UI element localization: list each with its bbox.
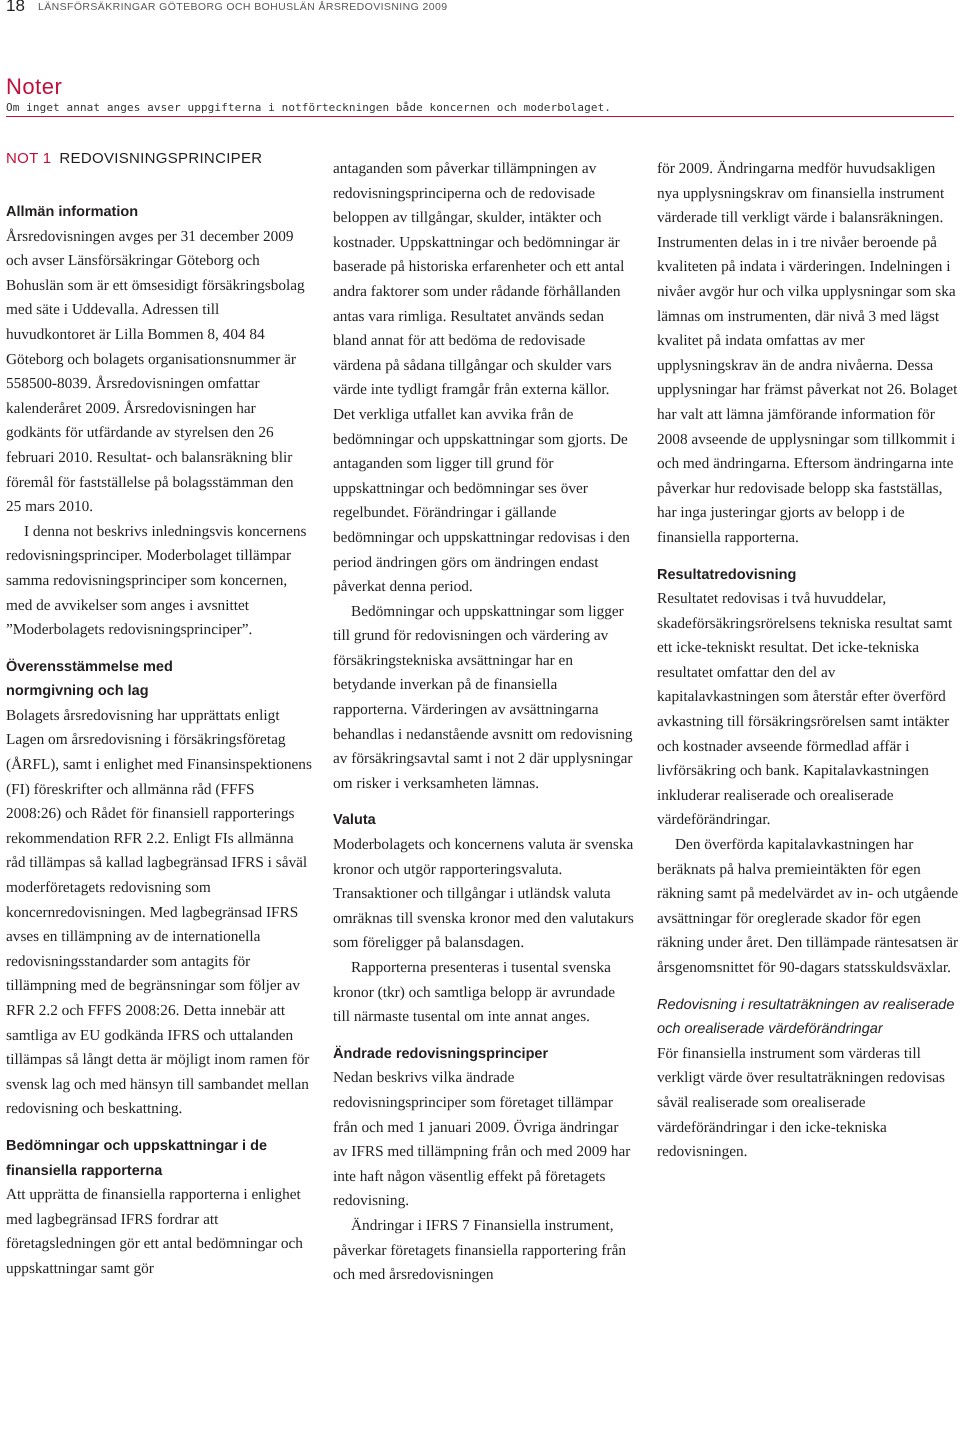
- notes-title: Noter: [6, 74, 63, 99]
- paragraph: Att upprätta de finansiella rapporterna i enlighet med lagbegränsad IFRS fordrar att företagsledningen gör ett antal bedömningar och uppskattningar samt gör: [6, 1186, 303, 1277]
- paragraph: Bolagets årsredovisning har upprättats enligt Lagen om årsredovisning i försäkringsföretag (ÅRFL), samt i enlighet med Finansinspektionens (FI) föreskrifter och allmänna råd (FFFS 2008:26) och Rådet för finansiell rapporterings rekommendation RFR 2.2. Enligt FIs allmänna råd tillämpas så kallad lagbegränsad IFRS i såväl moderföretagets redovisning som koncernredovisningen. Med lagbegränsad IFRS avses en tillämpning av de internationella redovisningsstandarder som antagits för tillämpning med de begränsningar som följer av RFR 2.2 och FFFS 2008:26. Detta innebär att samtliga av EU godkända IFRS och uttalanden tillämpas så långt detta är möjligt inom ramen för svensk lag och med hänsyn till sambandet mellan redovisning och beskattning.: [6, 706, 312, 1118]
- column-1: [6, 200, 312, 1282]
- paragraph: antaganden som påverkar tillämpningen av redovisningsprinciperna och de redovisade beloppen av tillgångar, skulder, intäkter och kostnader. Uppskattningar och bedömningar är baserade på historiska erfarenheter och ett antal andra faktorer som under rådande förhållanden antas vara rimliga. Resultatet används sedan bland annat för att bedöma de redovisade värdena på sådana tillgångar och skulder vars värde inte tydligt framgår från externa källor. Det verkliga utfallet kan avvika från de bedömningar och uppskattningar som gjorts. De antaganden som ligger till grund för uppskattningar och bedömningar ses över regelbundet. Förändringar i gällande bedömningar och uppskattningar redovisas i den period ändringen görs om ändringen endast påverkat denna period.: [333, 160, 630, 596]
- section-divider: [6, 116, 954, 117]
- paragraph: För finansiella instrument som värderas till verkligt värde över resultaträkningen redovisas såväl realiserade som orealiserade värdeförändringar i den icke-tekniska redovisningen.: [657, 1044, 945, 1161]
- note-number: NOT 1: [6, 150, 52, 167]
- heading-overensstammelse: Överensstämmelse med normgivning och lag: [6, 658, 173, 700]
- note-title: REDOVISNINGSPRINCIPER: [59, 150, 263, 167]
- paragraph: Resultatet redovisas i två huvuddelar, skadeförsäkringsrörelsens tekniska resultat samt ett icke-tekniskt resultat. Det icke-tekniska resultatet omfattar den del av kapitalavkastningen som återstår efter överförd avkastning till försäkringsrörelsen samt intäkter och kostnader avseende förmedlad affär i livförsäkring och bank. Kapitalavkastningen inkluderar realiserade och orealiserade värdeförändringar.: [657, 590, 953, 829]
- heading-redovisning-resultatrakningen: Redovisning i resultaträkningen av realiserade och orealiserade värdeförändringar: [657, 996, 955, 1038]
- notes-subtitle: Om inget annat anges avser uppgifterna i notförteckningen både koncernen och moderbolaget.: [6, 101, 612, 114]
- heading-andrade-principer: Ändrade redovisningsprinciper: [333, 1045, 549, 1062]
- note-heading: [6, 150, 262, 167]
- paragraph: Bedömningar och uppskattningar som ligger till grund för redovisningen och värdering av försäkringstekniska avsättningar har en betydande inverkan på de finansiella rapporterna. Värderingen av avsättningarna behandlas i nedanstående avsnitt om redovisning av försäkringsavtal samt i not 2 där upplysningar om risker i verksamheten lämnas.: [333, 602, 633, 792]
- paragraph: Nedan beskrivs vilka ändrade redovisningsprinciper som företaget tillämpar från och med 1 januari 2009. Övriga ändringar av IFRS med tillämpning från och med 2009 har inte haft någon väsentlig effekt på företagets redovisning.: [333, 1069, 631, 1210]
- heading-allman-information: Allmän information: [6, 204, 139, 220]
- heading-resultatredovisning: Resultatredovisning: [657, 566, 797, 583]
- column-3: [657, 157, 960, 1165]
- running-title: LÄNSFÖRSÄKRINGAR GÖTEBORG OCH BOHUSLÄN ÅRSREDOVISNING 2009: [38, 1, 448, 13]
- paragraph: Ändringar i IFRS 7 Finansiella instrument, påverkar företagets finansiella rapportering från och med årsredovisningen: [333, 1216, 627, 1284]
- column-2: [333, 157, 635, 1288]
- page-header: [0, 0, 960, 22]
- page-number: 18: [6, 0, 25, 15]
- paragraph: Moderbolagets och koncernens valuta är svenska kronor och utgör rapporteringsvaluta. Transaktioner och tillgångar i utländsk valuta omräknas till svenska kronor med den valutakurs som föreligger på balansdagen.: [333, 836, 634, 952]
- heading-valuta: Valuta: [333, 812, 376, 829]
- paragraph: Årsredovisningen avges per 31 december 2009 och avser Länsförsäkringar Göteborg och Bohuslän som är ett ömsesidigt försäkringsbolag med säte i Uddevalla. Adressen till huvudkontoret är Lilla Bommen 8, 404 84 Göteborg och bolagets organisationsnummer är 558500-8039. Årsredovisningen omfattar kalenderåret 2009. Årsredovisningen har godkänts för utfärdande av styrelsen den 26 februari 2010. Resultat- och balansräkning blir föremål för fastställelse på bolagsstämman den 25 mars 2010.: [6, 227, 305, 516]
- paragraph: Den överförda kapitalavkastningen har beräknats på halva premieintäkten för egen räkning samt på medelvärdet av in- och utgående avsättningar för oreglerade skador för egen räkning under året. Den tillämpade räntesatsen är årsgenomsnittet för 90-dagars statsskuldsväxlar.: [657, 836, 959, 976]
- paragraph: I denna not beskrivs inledningsvis koncernens redovisningsprinciper. Moderbolaget tillämpar samma redovisningsprinciper som koncernen, med de avvikelser som anges i avsnittet ”Moderbolagets redovisningsprinciper”.: [6, 522, 307, 639]
- heading-bedomningar: Bedömningar och uppskattningar i de finansiella rapporterna: [6, 1137, 268, 1179]
- paragraph: Rapporterna presenteras i tusental svenska kronor (tkr) och samtliga belopp är avrundade till närmaste tusental om inte annat anges.: [333, 959, 616, 1026]
- paragraph: för 2009. Ändringarna medför huvudsakligen nya upplysningskrav om finansiella instrument värderade till verkligt värde i balansräkningen. Instrumenten delas in i tre nivåer beroende på kvaliteten på indata i värderingen. Indelningen i nivåer avgör hur och vilka upplysningar som ska lämnas om instrumenten, där nivå 3 med lägst kvalitet på indata omfattas av mer upplysningskrav än de andra nivåerna. Dessa upplysningar har främst påverkat not 26. Bolaget har valt att lämna jämförande information för 2008 avseende de upplysningar som tillkommit i och med ändringarna. Eftersom ändringarna inte påverkar hur redovisade belopp ska fastställas, har inga justeringar gjorts av belopp i de finansiella rapporterna.: [657, 160, 958, 546]
